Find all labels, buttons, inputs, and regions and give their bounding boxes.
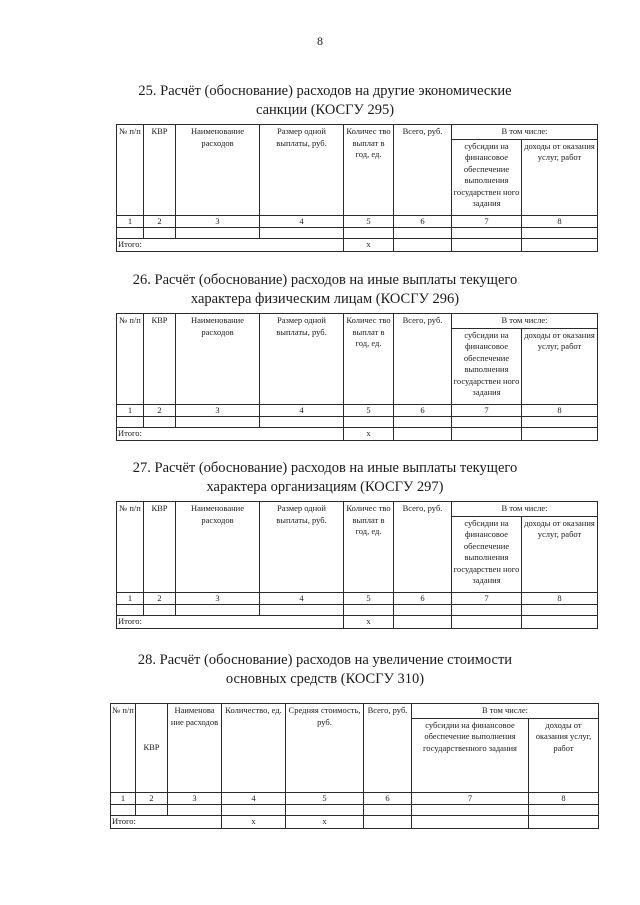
col-header-total: Всего, руб. bbox=[394, 314, 452, 405]
col-number: 7 bbox=[412, 792, 529, 805]
section-title-line: характера физическим лицам (КОСГУ 296) bbox=[190, 291, 460, 307]
col-number: 7 bbox=[452, 592, 522, 605]
col-header-number: № п/п bbox=[117, 502, 144, 593]
col-header-payment-count: Количес тво выплат в год, ед. bbox=[344, 502, 394, 593]
col-number: 1 bbox=[117, 592, 144, 605]
total-mark: х bbox=[344, 616, 394, 629]
col-header-avg-cost: Средняя стоимость, руб. bbox=[286, 704, 364, 793]
table-row bbox=[111, 805, 599, 816]
col-number: 5 bbox=[344, 404, 394, 417]
total-mark: х bbox=[286, 816, 364, 829]
col-number: 3 bbox=[168, 792, 222, 805]
section-28-title bbox=[110, 651, 540, 689]
col-header-total: Всего, руб. bbox=[364, 704, 412, 793]
col-header-income: доходы от оказания услуг, работ bbox=[522, 516, 598, 592]
col-header-payment-size: Размер одной выплаты, руб. bbox=[260, 314, 344, 405]
col-number: 7 bbox=[452, 404, 522, 417]
col-header-payment-count: Количес тво выплат в год, ед. bbox=[344, 314, 394, 405]
total-label: Итого: bbox=[117, 428, 344, 441]
col-header-total: Всего, руб. bbox=[394, 125, 452, 216]
col-number: 6 bbox=[394, 215, 452, 228]
col-header-subsidies: субсидии на финансовое обеспечение выполнения государствен ного задания bbox=[452, 516, 522, 592]
col-header-subsidies: субсидии на финансовое обеспечение выполнения государствен ного задания bbox=[452, 139, 522, 215]
section-25-title bbox=[110, 82, 540, 120]
col-header-subsidies: субсидии на финансовое обеспечение выполнения государственного задания bbox=[412, 718, 529, 792]
col-number: 6 bbox=[394, 404, 452, 417]
col-number: 7 bbox=[452, 215, 522, 228]
total-row bbox=[117, 616, 598, 629]
col-number: 2 bbox=[136, 792, 168, 805]
col-number: 3 bbox=[176, 592, 260, 605]
section-title-line: 26. Расчёт (обоснование) расходов на иные выплаты текущего bbox=[132, 272, 518, 288]
col-header-kvr: КВР bbox=[144, 314, 176, 405]
section-title-line: 28. Расчёт (обоснование) расходов на увеличение стоимости bbox=[137, 652, 513, 668]
col-header-payment-size: Размер одной выплаты, руб. bbox=[260, 125, 344, 216]
total-row bbox=[111, 816, 599, 829]
section-26-table bbox=[116, 313, 598, 441]
col-header-kvr: КВР bbox=[144, 125, 176, 216]
col-number: 4 bbox=[260, 404, 344, 417]
page-number: 8 bbox=[317, 34, 323, 48]
col-header-kvr: КВР bbox=[144, 502, 176, 593]
total-row bbox=[117, 239, 598, 252]
col-header-number: № п/п bbox=[117, 125, 144, 216]
col-number: 8 bbox=[522, 404, 598, 417]
total-label: Итого: bbox=[111, 816, 222, 829]
col-number: 5 bbox=[344, 592, 394, 605]
col-header-name: Наименование расходов bbox=[176, 502, 260, 593]
col-number: 4 bbox=[222, 792, 286, 805]
col-number: 8 bbox=[522, 215, 598, 228]
col-number: 4 bbox=[260, 215, 344, 228]
col-number: 4 bbox=[260, 592, 344, 605]
col-header-number: № п/п bbox=[111, 704, 136, 793]
col-number: 1 bbox=[111, 792, 136, 805]
col-number: 5 bbox=[286, 792, 364, 805]
table-row bbox=[117, 228, 598, 239]
col-number: 2 bbox=[144, 215, 176, 228]
col-header-payment-count: Количес тво выплат в год, ед. bbox=[344, 125, 394, 216]
total-mark: х bbox=[344, 428, 394, 441]
col-number: 6 bbox=[394, 592, 452, 605]
col-number: 5 bbox=[344, 215, 394, 228]
col-header-total: Всего, руб. bbox=[394, 502, 452, 593]
section-27-title bbox=[110, 459, 540, 497]
col-header-group: В том числе: bbox=[412, 704, 599, 719]
total-label: Итого: bbox=[117, 616, 344, 629]
col-header-income: доходы от оказания услуг, работ bbox=[529, 718, 599, 792]
col-number: 8 bbox=[522, 592, 598, 605]
col-number: 2 bbox=[144, 592, 176, 605]
total-mark: х bbox=[222, 816, 286, 829]
section-title-line: 27. Расчёт (обоснование) расходов на иные выплаты текущего bbox=[132, 460, 518, 476]
col-header-subsidies: субсидии на финансовое обеспечение выполнения государствен ного задания bbox=[452, 328, 522, 404]
section-28-table bbox=[110, 703, 599, 829]
section-title-line: основных средств (КОСГУ 310) bbox=[225, 671, 425, 687]
col-header-income: доходы от оказания услуг, работ bbox=[522, 139, 598, 215]
table-row bbox=[117, 605, 598, 616]
col-number: 6 bbox=[364, 792, 412, 805]
table-row bbox=[117, 417, 598, 428]
total-mark: х bbox=[344, 239, 394, 252]
col-number: 1 bbox=[117, 215, 144, 228]
section-title-line: 25. Расчёт (обоснование) расходов на другие экономические bbox=[138, 83, 512, 99]
section-25-table bbox=[116, 124, 598, 252]
col-number: 1 bbox=[117, 404, 144, 417]
col-number: 2 bbox=[144, 404, 176, 417]
section-title-line: характера организациям (КОСГУ 297) bbox=[206, 479, 444, 495]
col-header-name: Наименова ние расходов bbox=[168, 704, 222, 793]
col-number: 3 bbox=[176, 404, 260, 417]
col-header-number: № п/п bbox=[117, 314, 144, 405]
col-number: 3 bbox=[176, 215, 260, 228]
col-header-payment-size: Размер одной выплаты, руб. bbox=[260, 502, 344, 593]
section-27-table bbox=[116, 501, 598, 629]
total-label: Итого: bbox=[117, 239, 344, 252]
col-header-kvr: КВР bbox=[136, 704, 168, 793]
col-header-name: Наименование расходов bbox=[176, 314, 260, 405]
col-header-group: В том числе: bbox=[452, 125, 598, 140]
col-header-group: В том числе: bbox=[452, 502, 598, 517]
section-26-title bbox=[110, 271, 540, 309]
total-row bbox=[117, 428, 598, 441]
section-title-line: санкции (КОСГУ 295) bbox=[255, 102, 395, 118]
col-header-quantity: Количество, ед. bbox=[222, 704, 286, 793]
col-header-group: В том числе: bbox=[452, 314, 598, 329]
col-header-income: доходы от оказания услуг, работ bbox=[522, 328, 598, 404]
col-header-name: Наименование расходов bbox=[176, 125, 260, 216]
col-number: 8 bbox=[529, 792, 599, 805]
